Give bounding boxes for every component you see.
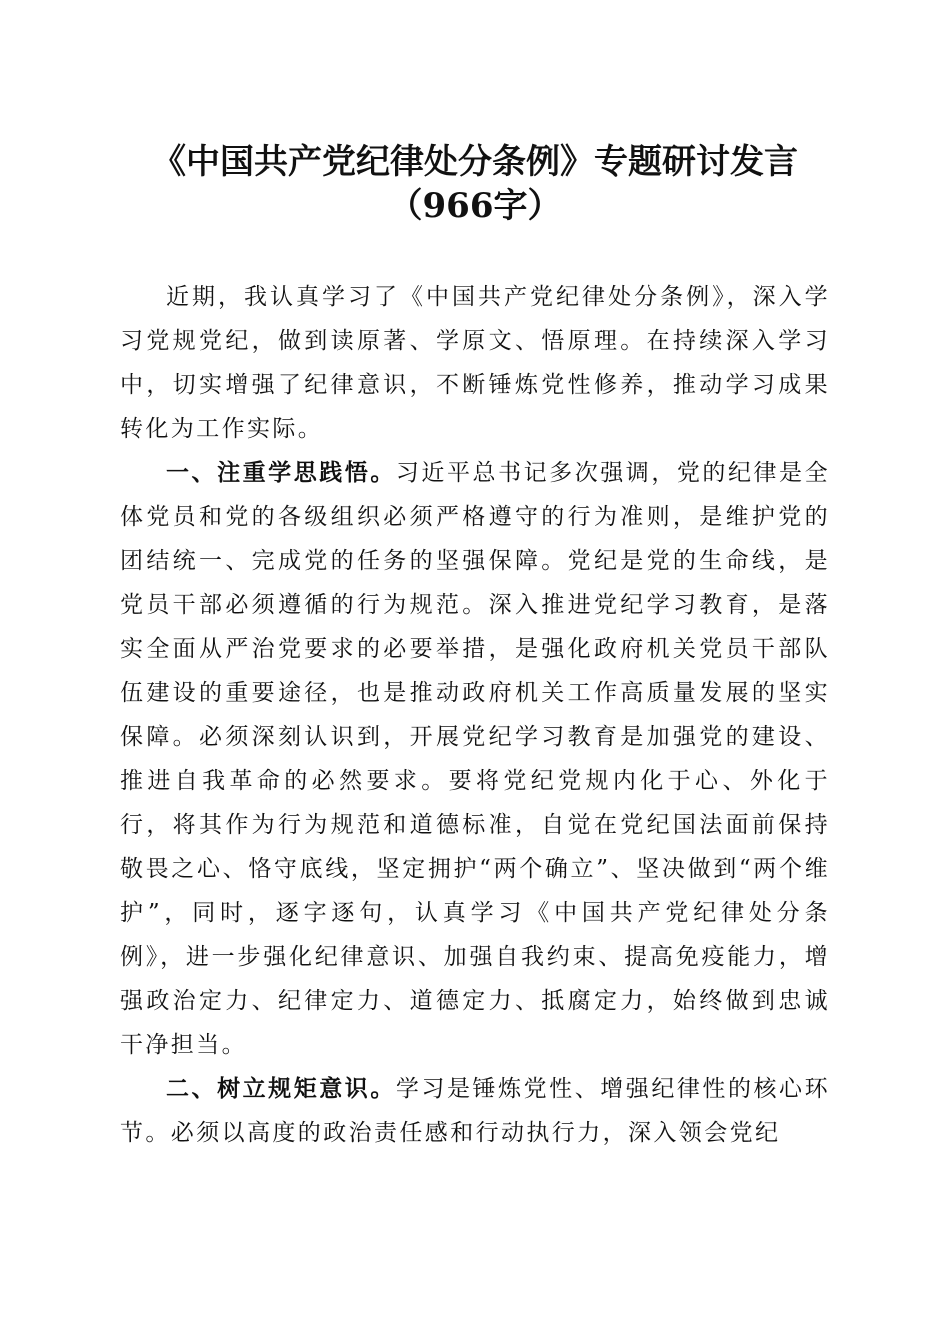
paragraph-text: 习近平总书记多次强调，党的纪律是全体党员和党的各级组织必须严格遵守的行为准则，是维护党的团结统一、完成党的任务的坚强保障。党纪是党的生命线，是党员干部必须遵循的行为规范。深入推进党纪学习教育，是落实全面从严治党要求的必要举措，是强化政府机关党员干部队伍建设的重要途径，也是推动政府机关工作高质量发展的坚实保障。必须深刻认识到，开展党纪学习教育是加强党的建设、推进自我革命的必然要求。要将党纪党规内化于心、外化于行，将其作为行为规范和道德标准，自觉在党纪国法面前保持敬畏之心、恪守底线，坚定拥护“两个确立”、坚决做到“两个维护”，同时，逐字逐句，认真学习《中国共产党纪律处分条例》，进一步强化纪律意识、加强自我约束、提高免疫能力，增强政治定力、纪律定力、道德定力、抵腐定力，始终做到忠诚干净担当。 [120, 460, 830, 1058]
document-title: 《中国共产党纪律处分条例》专题研讨发言 [152, 142, 798, 182]
document-subtitle-word-count: （966字） [388, 186, 562, 226]
section-heading: 一、注重学思践悟。 [166, 460, 396, 486]
paragraph-section-1 [120, 451, 830, 1067]
document-body [120, 275, 830, 1155]
paragraph-intro [120, 275, 830, 451]
section-heading: 二、树立规矩意识。 [166, 1076, 396, 1102]
paragraph-text: 学习是锤炼党性、增强纪律性的核心环节。必须以高度的政治责任感和行动执行力，深入领会党纪 [120, 1076, 830, 1146]
paragraph-text: 近期，我认真学习了《中国共产党纪律处分条例》，深入学习党规党纪，做到读原著、学原文、悟原理。在持续深入学习中，切实增强了纪律意识，不断锤炼党性修养，推动学习成果转化为工作实际。 [120, 284, 830, 442]
paragraph-section-2 [120, 1067, 830, 1155]
